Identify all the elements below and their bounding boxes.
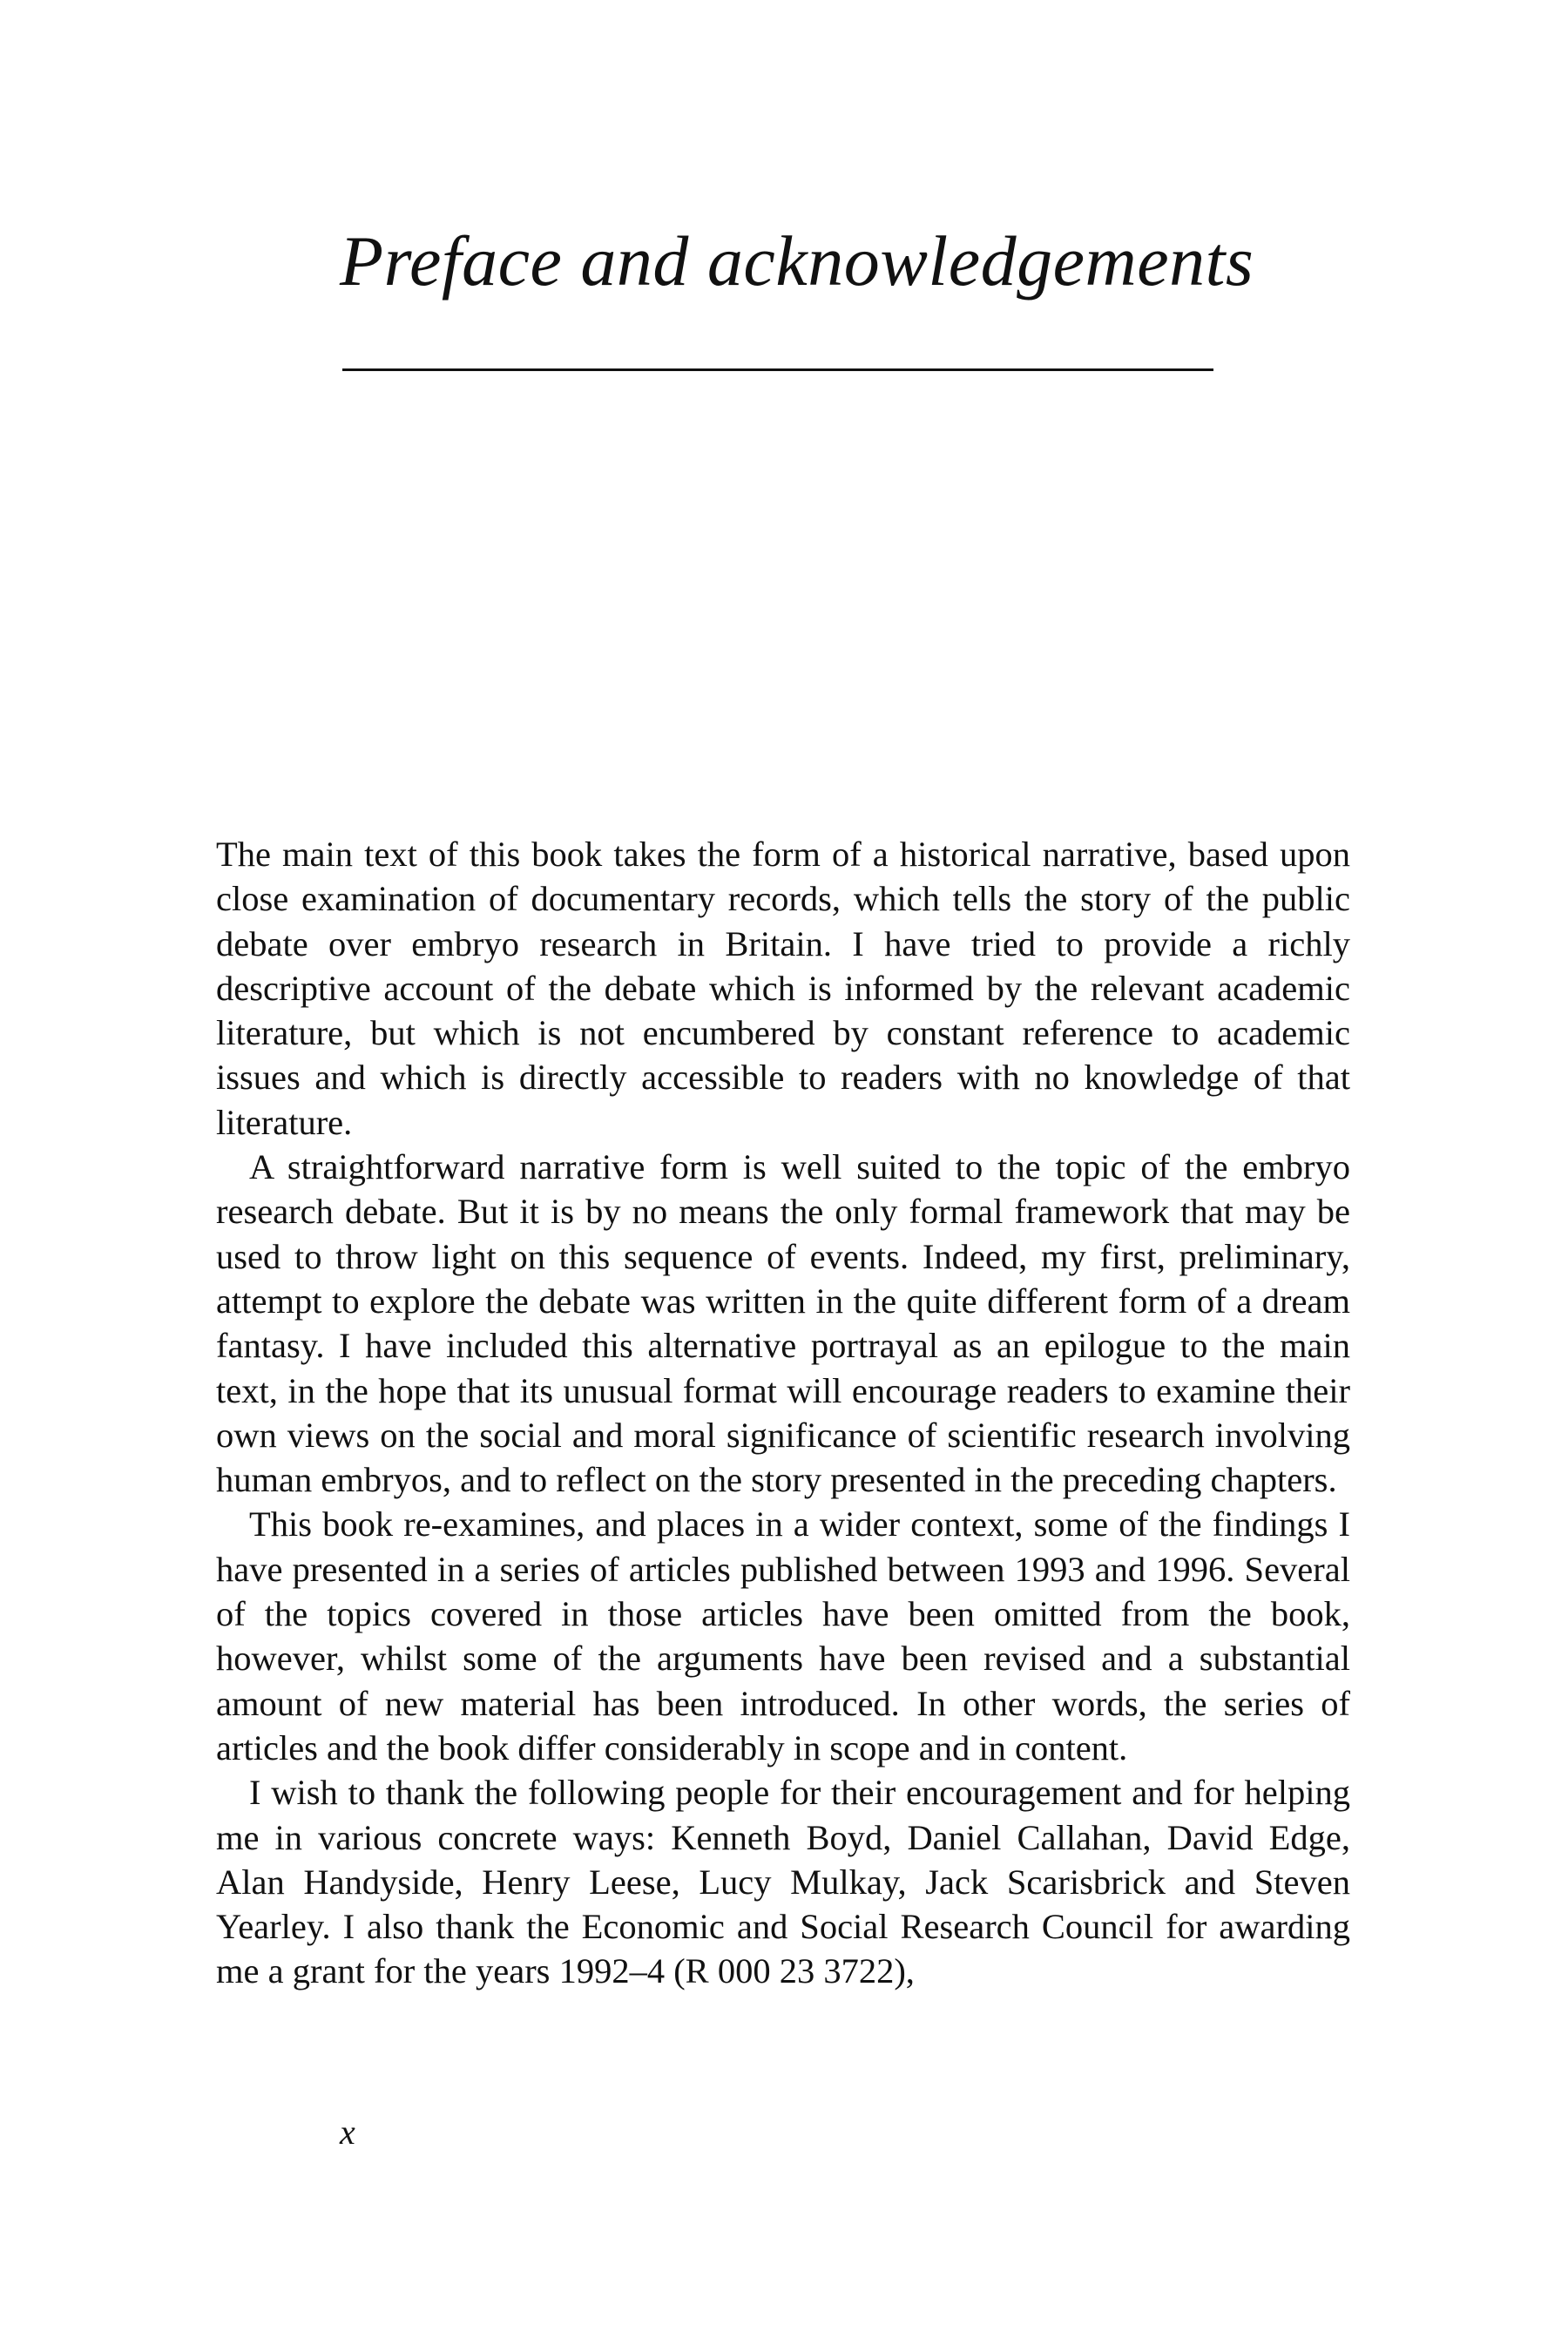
body-text	[216, 832, 1350, 1994]
paragraph-3: This book re-examines, and places in a wider context, some of the findings I have presented in a series of articles published between 1993 and 1996. Several of the topics covered in those articles have been omitted from the book, however, whilst some of the arguments have been revised and a substantial amount of new material has been introduced. In other words, the series of articles and the book differ considerably in scope and in content.	[216, 1504, 1350, 1767]
paragraph-2: A straightforward narrative form is well suited to the topic of the embryo research debate. But it is by no means the only formal framework that may be used to throw light on this sequence of events. Indeed, my first, preliminary, attempt to explore the debate was written in the quite different form of a dream fantasy. I have included this alternative portrayal as an epilogue to the main text, in the hope that its unusual format will encourage readers to examine their own views on the social and moral significance of scientific research involving human embryos, and to reflect on the story presented in the preceding chapters.	[216, 1147, 1350, 1500]
page-number: x	[340, 2112, 355, 2152]
paragraph-1: The main text of this book takes the form of a historical narrative, based upon close examination of documentary records, which tells the story of the public debate over embryo research in Britain. I have tried to provide a richly descriptive account of the debate which is informed by the relevant academic literature, but which is not encumbered by constant reference to academic issues and which is directly accessible to readers with no knowledge of that literature.	[216, 835, 1350, 1142]
title-rule	[342, 368, 1213, 371]
page-title: Preface and acknowledgements	[340, 221, 1254, 301]
paragraph-4: I wish to thank the following people for their encouragement and for helping me in various concrete ways: Kenneth Boyd, Daniel Callahan, David Edge, Alan Handyside, Henry Leese, Lucy Mulkay, Jack Scarisbrick and Steven Yearley. I also thank the Economic and Social Research Council for awarding me a grant for the years 1992–4 (R 000 23 3722),	[216, 1773, 1350, 1991]
